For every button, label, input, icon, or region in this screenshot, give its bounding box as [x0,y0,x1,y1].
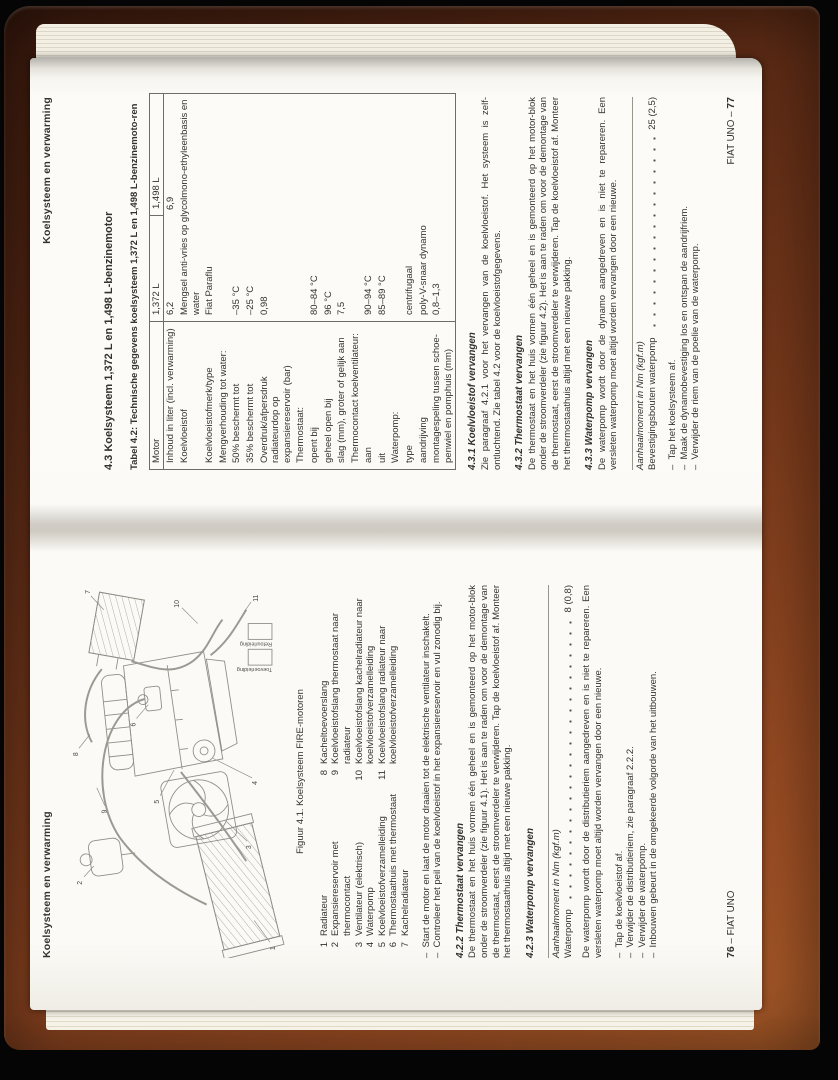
radiator-drawing [191,814,283,958]
row-value-span: Mengsel anti-vries op glycolmono-ethyleenbasis en water [178,99,202,315]
page-footer [726,891,738,958]
legend-item: 8 Kacheltoevoerslang [318,680,330,776]
reservoir-drawing [77,835,137,878]
legend-item: 2 Expansiereservoir met thermocontact [330,841,353,948]
step-item: – Tap het koelsysteem af. [667,97,679,470]
paragraph-4-2-2: De thermostaat en het huis vormen één geheel en is gemonteerd op het motor-blok onder de stroomverdeler (zie figuur 4.1). Het is aan te raden om voor de demontage van de thermostaat, eerst de stroomverdeler te verwijderen. Tap de koelvloeistof af. Monteer het thermostaathuis altijd met een nieuwe pakking. [467,585,514,958]
table-body [164,94,455,469]
legend-column-1 [319,786,412,958]
table-row [244,94,258,469]
step-item: – Tap de koelvloeistof af. [614,585,626,958]
svg-text:7: 7 [84,590,92,594]
step-item: – Maak de dynamobevestiging los en ontspan de aandrijfriem. [679,97,691,470]
row-label: montagespeling tussen schoe-penwiel en pomphuis (mm) [430,321,455,469]
heading-4-3-2: 4.3.2 Thermostaat vervangen [514,334,526,470]
engine-drawing [99,649,239,779]
step-item: – Verwijder de distributieriem, zie paragraaf 2.2.2. [625,585,637,958]
note-item: – Controleer het peil van de koelvloeistof in het expansiereservoir en vul zonodig bij. [432,585,444,958]
row-label: Thermostaat: [294,321,308,469]
note-item: – Start de motor en laat de motor draaien tot de elektrische ventilateur inschakelt. [421,585,433,958]
heading-4-3-3: 4.3.3 Waterpomp vervangen [584,340,596,470]
row-label: aandrijving [417,321,431,469]
procedure-steps [614,585,660,958]
svg-text:6: 6 [130,722,138,727]
dot-leader [569,618,572,903]
row-label: slag (mm), groter of gelijk aan [335,321,349,469]
page-77 [30,58,760,528]
paragraph-4-3-3: De waterpomp wordt door de dynamo aangedreven en is niet te repareren. Een versleten waterpomp moet altijd worden vervangen door een nieuwe. [596,97,620,470]
torque-label: Bevestigingsbouten waterpomp [646,337,658,470]
row-label: Mengverhouding tot water: [217,321,231,469]
table-row [308,94,322,469]
table-row [362,94,376,469]
page-number: 77 [725,97,738,109]
page-number: 76 [725,946,738,958]
legend-item: 5 Koelvloeistofverzamelleiding [376,816,388,948]
row-label: opent bij [308,321,322,469]
table-row [349,94,363,469]
row-value-1498: 6,9 [165,196,177,210]
svg-text:10: 10 [173,600,181,608]
running-head: Koelsysteem en verwarming [41,811,53,958]
heading-4-2-2: 4.2.2 Thermostaat vervangen [454,822,466,958]
table-row [164,94,178,469]
page-76 [30,546,760,1016]
row-label: aan [362,321,376,469]
legend-item: 9 Koelvloeistofslang thermostaat naar radiateur [330,612,353,776]
torque-spec-block [632,97,658,470]
svg-text:1: 1 [269,946,277,951]
legend-item: 4 Waterpomp [365,887,377,948]
table-row [335,94,349,469]
paragraph-4-3-2: De thermostaat en het huis vormen één geheel en is gemonteerd op het motor-blok onder de stroomverdeler (zie figuur 4.2). Het is aan te raden om voor de demontage van de thermostaat, eerst de stroomverdeler te verwijderen. Tap de koelvloeistof af. Monteer het thermostaathuis altijd met een nieuwe pakking. [526,97,573,470]
torque-heading: Aanhaalmoment in Nm (kgf.m) [634,341,646,470]
row-value-span: –25 °C [244,285,256,315]
running-head: Koelsysteem en verwarming [41,97,53,244]
row-label: Inhoud in liter (incl. verwarming) [164,321,178,469]
table-row [230,94,244,469]
legend-item: 11 Koelvloeistofslang radiateur naar koelvloeistofverzamelleiding [376,625,400,780]
svg-text:8: 8 [72,752,80,757]
heading-4-3-1: 4.3.1 Koelvloeistof vervangen [467,332,479,470]
footer-book-title: FIAT UNO [726,119,738,165]
table-caption: Tabel 4.2: Technische gegevens koelsysteem 1,372 L en 1,498 L-benzinemoto-ren [129,103,141,470]
footer-separator: – [726,111,738,117]
figure-caption: Figuur 4.1. Koelsysteem FIRE-motoren [295,689,307,854]
row-value-span: centrifugaal [404,265,416,315]
table-row [389,94,403,469]
row-label: Koelvloeistofmerk/type [203,321,217,469]
legend-item: 1 Radiateur [318,894,330,948]
table-row [178,94,203,469]
row-label: Koelvloeistof [178,321,203,469]
footer-separator: – [726,938,738,944]
spec-table [149,93,457,470]
torque-spec-block [548,585,574,958]
heading-4-2-3: 4.2.3 Waterpomp vervangen [524,828,536,958]
legend-item: 10 Koelvloeistofslang kachelradiateur naar koelvloeistofverzamelleiding [353,598,377,781]
torque-value: 8 (0,8) [562,585,574,613]
svg-text:2: 2 [76,880,84,885]
row-label: 35% beschermt tot [244,321,258,469]
table-row [403,94,417,469]
table-row [417,94,431,469]
heater-core-drawing [86,592,144,672]
row-label: uit [376,321,390,469]
torque-line [563,585,575,958]
row-value-1372: 6,2 [165,301,177,315]
legend-item: 6 Thermostaathuis met thermostaat [388,793,400,948]
row-label: 50% beschermt tot [230,321,244,469]
torque-heading: Aanhaalmoment in Nm (kgf.m) [551,829,563,958]
table-row [376,94,390,469]
figure-cooling-system [62,585,290,958]
row-value-span: 85–89 °C [376,275,388,315]
row-value-span: 0,8–1,3 [431,283,443,315]
table-header-1372: 1,372 L [150,283,162,315]
legend-item: 3 Ventilateur (elektrisch) [353,842,365,948]
row-label: Waterpomp: [389,321,403,469]
table-row [258,94,295,469]
row-value-span: Fiat Paraflu [204,266,216,315]
torque-label: Waterpomp [562,909,574,958]
page-footer [726,97,738,164]
step-item: – Inbouwen gebeurt in de omgekeerde volgorde van het uitbouwen. [648,585,660,958]
table-header-row [150,94,165,469]
row-value-span: poly-V-snaar dynamo [417,225,429,315]
section-title: 4.3 Koelsysteem 1,372 L en 1,498 L-benzinemotor [102,211,115,470]
svg-text:5: 5 [153,799,161,804]
page-edge-stack-top [36,24,736,60]
legend-column-2 [319,585,412,786]
procedure-steps [667,97,702,470]
legend-item: 7 Kachelradiateur [399,869,411,948]
row-value-span: 0,98 [258,296,270,315]
check-notes [421,585,444,958]
step-item: – Verwijder de riem van de poelie van de waterpomp. [690,97,702,470]
paragraph-waterpomp: De waterpomp wordt door de distributieriem aangedreven en is niet te repareren. Een versleten waterpomp moet altijd worden vervangen door een nieuwe. [581,585,605,958]
table-header-motor: Motor [150,321,164,469]
row-value-span: 7,5 [336,301,348,315]
paragraph-4-3-1: Zie paragraaf 4.2.1 voor het vervangen van de koelvloeistof. Het systeem is zelf-ontluchtend. Zie tabel 4.2 voor de koelvloeistofgegevens. [480,97,503,470]
step-item: – Verwijder de waterpomp. [637,585,649,958]
table-header-1498: 1,498 L [150,94,164,216]
dot-leader [653,136,656,332]
swatch-label-toevoer: Toevoerleiding [236,666,272,673]
table-row [322,94,336,469]
swatch-toevoer [248,649,272,665]
row-label: Overdruk/afpersdruk radiateurdop op expansiereservoir (bar) [258,321,295,469]
row-value-span: 96 °C [322,291,334,315]
row-value-span: 90–94 °C [363,275,375,315]
svg-text:11: 11 [252,594,260,602]
torque-line [647,97,659,470]
table-row [203,94,217,469]
row-value-span: –35 °C [231,285,243,315]
torque-value: 25 (2,5) [646,97,658,130]
table-row [294,94,308,469]
swatch-label-retour: Retourleiding [239,640,272,647]
cooling-system-diagram [62,582,286,958]
svg-text:9: 9 [101,809,109,814]
swatch-retour [248,624,272,640]
svg-text:4: 4 [251,780,259,785]
svg-text:3: 3 [245,845,253,850]
footer-book-title: FIAT UNO [726,890,738,936]
spine-shadow [30,504,762,552]
row-label: type [403,321,417,469]
row-value-span: 80–84 °C [308,275,320,315]
table-row [217,94,231,469]
table-row [430,94,455,469]
figure-legend [319,585,412,958]
row-label: Thermocontact koelventilateur: [349,321,363,469]
row-label: geheel open bij [322,321,336,469]
